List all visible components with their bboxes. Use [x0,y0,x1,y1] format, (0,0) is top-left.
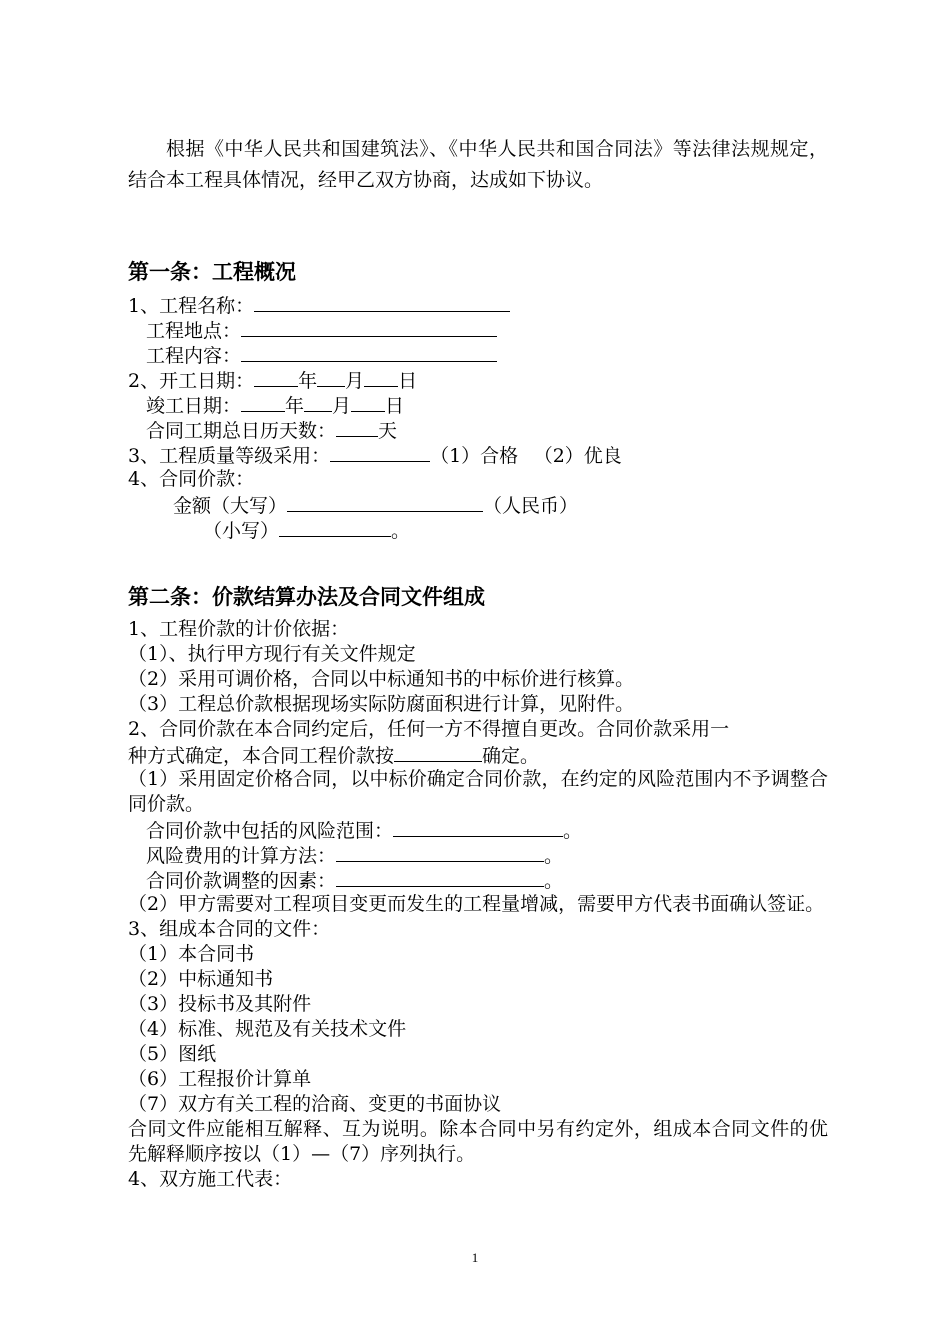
day-label: 日 [385,395,405,417]
month-label: 月 [332,395,352,417]
doc-item: （1）本合同书 [128,943,255,965]
duration-blank [336,417,378,437]
price-method-text: 种方式确定，本合同工程价款按 [128,745,395,767]
doc-item: （4）标准、规范及有关技术文件 [128,1018,407,1040]
start-year-blank [254,367,298,387]
doc-item: （5）图纸 [128,1043,217,1065]
period: 。 [544,845,564,867]
project-location-line [128,317,828,342]
adjust-factor-line [128,867,828,892]
month-label: 月 [345,370,365,392]
adjust-factor-label: 合同价款调整的因素： [146,870,337,892]
period: 。 [563,820,583,842]
period: 。 [544,870,564,892]
basis-item: （2）采用可调价格，合同以中标通知书的中标价进行核算。 [128,668,635,690]
quality-blank [330,442,430,462]
project-location-label: 工程地点： [146,320,242,342]
year-label: 年 [298,370,318,392]
basis-item: （1）、执行甲方现行有关文件规定 [128,643,416,665]
risk-calc-line [128,842,828,867]
start-date-label: 2、开工日期： [128,370,255,392]
quality-label: 3、工程质量等级采用： [128,445,331,467]
risk-range-label: 合同价款中包括的风险范围： [146,820,394,842]
change-note-paragraph: （2）甲方需要对工程项目变更而发生的工程量增减，需要甲方代表书面确认签证。 [128,893,825,915]
end-year-blank [241,392,285,412]
adjust-factor-blank [336,867,544,887]
document-body [128,134,828,1192]
project-location-blank [241,317,497,337]
project-content-blank [241,342,497,362]
day-label: 日 [398,370,418,392]
duration-line [128,417,828,442]
quality-options: （1）合格 （2）优良 [430,445,622,467]
amount-lower-label: （小写） [203,520,280,542]
currency-label: （人民币） [483,495,579,517]
end-day-blank [351,392,385,412]
docs-priority-paragraph: 合同文件应能相互解释、互为说明。除本合同中另有约定外，组成本合同文件的优先解释顺序按以（1）—（7）序列执行。 [128,1118,828,1165]
quality-line [128,442,828,467]
start-month-blank [317,367,345,387]
project-content-line [128,342,828,367]
doc-item: （7）双方有关工程的洽商、变更的书面协议 [128,1093,502,1115]
risk-calc-blank [336,842,544,862]
basis-item: （3）工程总价款根据现场实际防腐面积进行计算，见附件。 [128,693,635,715]
fixed-price-paragraph: （1）采用固定价格合同，以中标价确定合同价款，在约定的风险范围内不予调整合同价款。 [128,768,828,815]
amount-upper-line [128,492,828,517]
pricing-basis-label: 1、工程价款的计价依据： [128,618,350,640]
contract-price-line [128,467,828,492]
amount-lower-blank [279,517,391,537]
risk-range-blank [393,817,563,837]
end-date-line [128,392,828,417]
section-2-title: 第二条：价款结算办法及合同文件组成 [128,585,485,609]
duration-unit: 天 [378,420,398,442]
start-date-line [128,367,828,392]
project-name-label: 1、工程名称： [128,295,255,317]
price-method-suffix: 确定。 [482,745,540,767]
amount-lower-line [128,517,828,542]
project-name-line [128,292,828,317]
site-reps-label: 4、双方施工代表： [128,1168,293,1190]
project-name-blank [254,292,510,312]
duration-label: 合同工期总日历天数： [146,420,337,442]
intro-paragraph: 根据《中华人民共和国建筑法》、《中华人民共和国合同法》等法律法规规定，结合本工程具体情况，经甲乙双方协商，达成如下协议。 [128,138,828,191]
page-number: 1 [471,1250,479,1265]
contract-price-label: 4、合同价款： [128,468,255,490]
contract-docs-label: 3、组成本合同的文件： [128,918,331,940]
amount-upper-blank [287,492,483,512]
doc-item: （2）中标通知书 [128,968,274,990]
start-day-blank [364,367,398,387]
price-method-blank [394,742,482,762]
risk-calc-label: 风险费用的计算方法： [146,845,337,867]
amount-upper-label: 金额（大写） [173,495,288,517]
price-fixed-para-line1: 2、合同价款在本合同约定后，任何一方不得擅自更改。合同价款采用一 [128,718,730,740]
doc-item: （3）投标书及其附件 [128,993,312,1015]
year-label: 年 [285,395,305,417]
period: 。 [391,520,411,542]
end-date-label: 竣工日期： [146,395,242,417]
price-fixed-para-line2 [128,742,828,767]
doc-item: （6）工程报价计算单 [128,1068,312,1090]
risk-range-line [128,817,828,842]
end-month-blank [304,392,332,412]
section-1-title: 第一条：工程概况 [128,260,296,284]
project-content-label: 工程内容： [146,345,242,367]
